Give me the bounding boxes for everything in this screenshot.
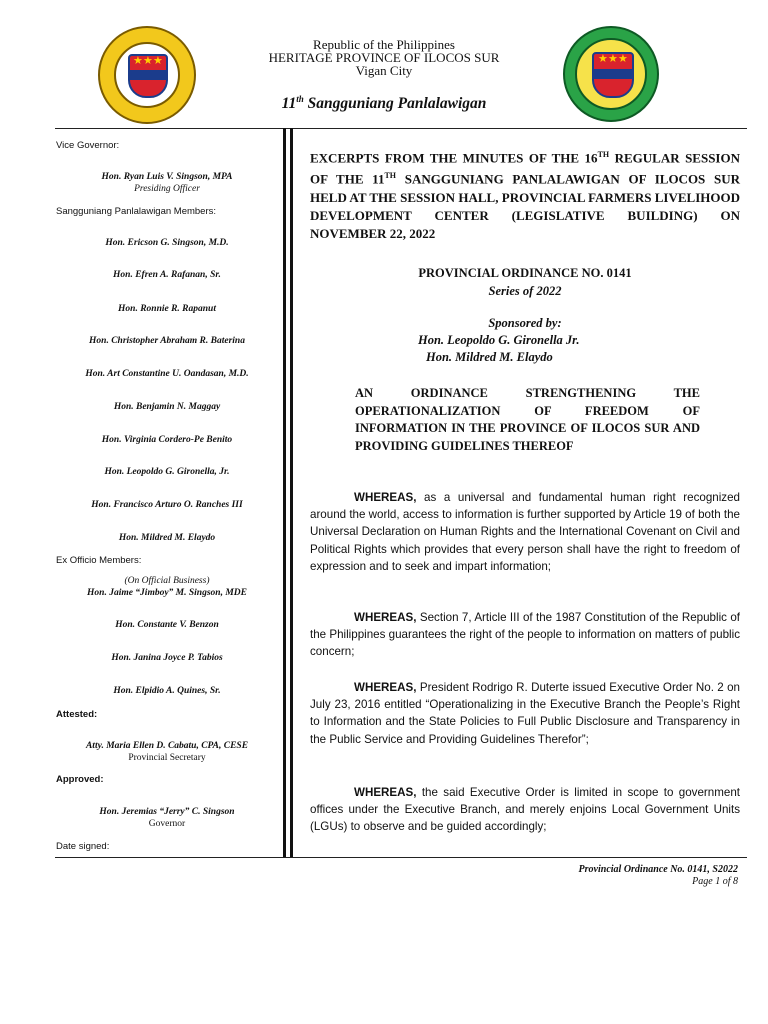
- whereas-paragraph: WHEREAS, the said Executive Order is limited in scope to government offices under the Executive Branch, and merely enjoins Local Government Units (LGUs) to observe and be guided accordingly;: [310, 786, 740, 834]
- header-republic: Republic of the Philippines: [313, 37, 455, 52]
- ex-officio-name: Hon. Constante V. Benzon: [115, 620, 219, 630]
- whereas-paragraph: WHEREAS, President Rodrigo R. Duterte issued Executive Order No. 2 on July 23, 2016 entitled “Operationalizing in the Executive Branch the People’s Right to Information and the State Policies to Full Public Disclosure and Transparency in the Public Service and Providing Guidelines Therefor”;: [310, 681, 740, 746]
- ordinance-series: Series of 2022: [488, 284, 562, 298]
- member-name: Hon. Christopher Abraham R. Baterina: [89, 336, 245, 346]
- vice-governor-role: Presiding Officer: [134, 184, 200, 194]
- member-name: Hon. Ericson G. Singson, M.D.: [105, 238, 229, 248]
- whereas-paragraph: WHEREAS, as a universal and fundamental human right recognized around the world, access to information is further supported by Article 19 of both the Universal Declaration on Human Rights and the International Covenant on Civil and Political Rights which provides that every person shall have the right to freedom of expression and to seek and impart information;: [310, 491, 740, 573]
- ordinance-title: AN ORDINANCE STRENGTHENING THE OPERATIONALIZATION OF FREEDOM OF INFORMATION IN THE PROVINCE OF ILOCOS SUR AND PROVIDING GUIDELINES THEREOF: [355, 386, 700, 453]
- header-city: Vigan City: [355, 63, 413, 78]
- official-business-note: (On Official Business): [124, 576, 210, 586]
- members-label: Sangguniang Panlalawigan Members:: [56, 206, 217, 217]
- ex-officio-label: Ex Officio Members:: [56, 555, 142, 566]
- member-name: Hon. Mildred M. Elaydo: [118, 533, 216, 543]
- sangguniang-seal-icon: [563, 26, 659, 122]
- ex-officio-name: Hon. Jaime “Jimboy” M. Singson, MDE: [87, 588, 247, 598]
- sponsored-by-label: Sponsored by:: [488, 316, 562, 330]
- attested-name: Atty. Maria Ellen D. Cabatu, CPA, CESE: [85, 741, 249, 751]
- vice-governor-name: Hon. Ryan Luis V. Singson, MPA: [101, 172, 233, 182]
- date-signed-label: Date signed:: [56, 841, 110, 852]
- page-number: Page 1 of 8: [692, 876, 738, 887]
- member-name: Hon. Ronnie R. Rapanut: [118, 304, 216, 314]
- sponsor-name: Hon. Leopoldo G. Gironella Jr.: [418, 333, 580, 347]
- member-name: Hon. Efren A. Rafanan, Sr.: [113, 270, 221, 280]
- member-name: Hon. Art Constantine U. Oandasan, M.D.: [85, 369, 249, 379]
- header-province: HERITAGE PROVINCE OF ILOCOS SUR: [268, 50, 500, 65]
- ex-officio-name: Hon. Janina Joyce P. Tabios: [111, 653, 223, 663]
- ex-officio-name: Hon. Elpidio A. Quines, Sr.: [113, 686, 221, 696]
- seal-shield: ★ ★ ★: [128, 54, 168, 98]
- approved-label: Approved:: [56, 774, 104, 785]
- sponsor-name: Hon. Mildred M. Elaydo: [426, 350, 553, 364]
- approved-name: Hon. Jeremias “Jerry” C. Singson: [99, 807, 235, 817]
- member-name: Hon. Francisco Arturo O. Ranches III: [91, 500, 243, 510]
- letterhead: [0, 0, 768, 125]
- header-rule: [55, 128, 747, 129]
- footer-rule: [55, 857, 747, 858]
- approved-role: Governor: [148, 819, 186, 829]
- footer-ordinance-ref: Provincial Ordinance No. 0141, S2022: [578, 864, 738, 875]
- whereas-paragraph: WHEREAS, Section 7, Article III of the 1987 Constitution of the Republic of the Philippines guarantees the right of the people to information on matters of public concern;: [310, 611, 740, 659]
- header-session: 11th Sangguniang Panlalawigan: [281, 94, 487, 113]
- attested-label: Attested:: [56, 709, 98, 720]
- member-name: Hon. Virginia Cordero-Pe Benito: [101, 435, 233, 445]
- seal-shield: ★ ★ ★: [592, 52, 634, 98]
- minutes-excerpt-heading: EXCERPTS FROM THE MINUTES OF THE 16TH REGULAR SESSION OF THE 11TH SANGGUNIANG PANLALAWIGAN OF ILOCOS SUR HELD AT THE SESSION HALL, PROVINCIAL FARMERS LIVELIHOOD DEVELOPMENT CENTER (LEGISLATIVE BUILDING) ON NOVEMBER 22, 2022: [310, 150, 740, 241]
- member-name: Hon. Benjamin N. Maggay: [113, 402, 221, 412]
- member-name: Hon. Leopoldo G. Gironella, Jr.: [104, 467, 230, 477]
- attested-role: Provincial Secretary: [128, 753, 206, 763]
- ordinance-number: PROVINCIAL ORDINANCE NO. 0141: [418, 266, 632, 280]
- column-divider: [283, 128, 286, 857]
- vice-governor-label: Vice Governor:: [56, 140, 120, 151]
- column-divider: [290, 128, 293, 857]
